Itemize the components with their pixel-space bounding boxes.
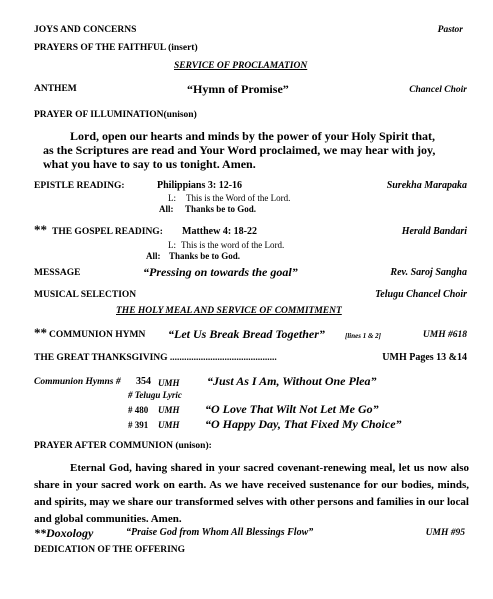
prayers-faithful-label: PRAYERS OF THE FAITHFUL (insert)	[34, 43, 198, 53]
communion-hymns-item-1-book: UMH	[158, 378, 180, 388]
communion-hymn-title: “Let Us Break Bread Together”	[168, 327, 325, 341]
gospel-label: THE GOSPEL READING:	[52, 227, 163, 237]
communion-hymns-item-4-book: UMH	[158, 420, 180, 430]
communion-hymns-item-3-title: “O Love That Wilt Not Let Me Go”	[205, 402, 379, 416]
doxology-label: **Doxology	[34, 526, 94, 540]
epistle-label: EPISTLE READING:	[34, 181, 125, 191]
communion-hymns-item-4-title: “O Happy Day, That Fixed My Choice”	[205, 417, 402, 431]
communion-hymns-item-4-num: # 391	[128, 420, 149, 430]
epistle-all-text: Thanks be to God.	[185, 204, 257, 214]
communion-hymns-label: Communion Hymns #	[34, 377, 121, 387]
message-title: “Pressing on towards the goal”	[143, 265, 298, 279]
illumination-line-3: what you have to say to us tonight. Amen.	[43, 157, 256, 171]
epistle-leader-prefix: L:	[168, 193, 176, 203]
gospel-reference: Matthew 4: 18-22	[182, 226, 257, 237]
communion-hymns-item-2-num: # Telugu Lyric	[128, 390, 182, 400]
epistle-leader-text: This is the Word of the Lord.	[186, 193, 291, 203]
musical-leader: Telugu Chancel Choir	[375, 289, 467, 300]
joys-leader: Pastor	[437, 25, 463, 35]
after-communion-text: Eternal God, having shared in your sacred covenant-renewing meal, let us now also share in your sacred work on earth. As we have received sustenance for our bodies, minds, and spirits, may we share our transformed selves with other persons and families in our local and global communities. Amen.	[34, 462, 469, 525]
gospel-all-text: Thanks be to God.	[169, 251, 241, 261]
thanksgiving-label: THE GREAT THANKSGIVING .............................................	[34, 353, 277, 363]
musical-label: MUSICAL SELECTION	[34, 290, 137, 300]
communion-hymns-item-3-num: # 480	[128, 405, 149, 415]
gospel-stars: **	[34, 222, 47, 237]
dedication-label: DEDICATION OF THE OFFERING	[34, 545, 186, 555]
communion-hymn-note: [lines 1 & 2]	[345, 332, 381, 340]
illumination-line-1: Lord, open our hearts and minds by the power of your Holy Spirit that,	[70, 129, 436, 143]
message-label: MESSAGE	[34, 268, 81, 278]
communion-hymns-item-1-num: 354	[136, 376, 151, 387]
message-leader: Rev. Saroj Sangha	[390, 267, 467, 278]
communion-hymn-label: COMMUNION HYMN	[49, 330, 146, 340]
gospel-reader: Herald Bandari	[401, 226, 467, 237]
anthem-leader: Chancel Choir	[409, 85, 467, 95]
epistle-reference: Philippians 3: 12-16	[157, 180, 243, 191]
illumination-line-2: as the Scriptures are read and Your Word proclaimed, we may hear with joy,	[43, 143, 436, 157]
doxology-number: UMH #95	[425, 528, 465, 538]
holy-meal-heading: THE HOLY MEAL AND SERVICE OF COMMITMENT	[116, 306, 342, 316]
anthem-title: “Hymn of Promise”	[187, 82, 289, 96]
communion-hymns-item-1-title: “Just As I Am, Without One Plea”	[207, 374, 377, 388]
communion-hymns-item-3-book: UMH	[158, 405, 180, 415]
communion-hymn-number: UMH #618	[422, 330, 467, 340]
thanksgiving-pages: UMH Pages 13 &14	[382, 352, 467, 363]
doxology-title: “Praise God from Whom All Blessings Flow”	[126, 527, 314, 538]
gospel-leader-text: This is the word of the Lord.	[181, 240, 285, 250]
epistle-all-prefix: All:	[159, 204, 174, 214]
communion-hymn-stars: **	[34, 325, 47, 340]
anthem-label: ANTHEM	[34, 84, 77, 94]
joys-label: JOYS AND CONCERNS	[34, 25, 137, 35]
gospel-all-prefix: All:	[146, 251, 161, 261]
epistle-reader: Surekha Marapaka	[386, 180, 467, 191]
after-communion-label: PRAYER AFTER COMMUNION (unison):	[34, 441, 212, 451]
service-proclamation-heading: SERVICE OF PROCLAMATION	[174, 61, 308, 71]
gospel-leader-prefix: L:	[168, 240, 176, 250]
illumination-label: PRAYER OF ILLUMINATION(unison)	[34, 110, 197, 120]
